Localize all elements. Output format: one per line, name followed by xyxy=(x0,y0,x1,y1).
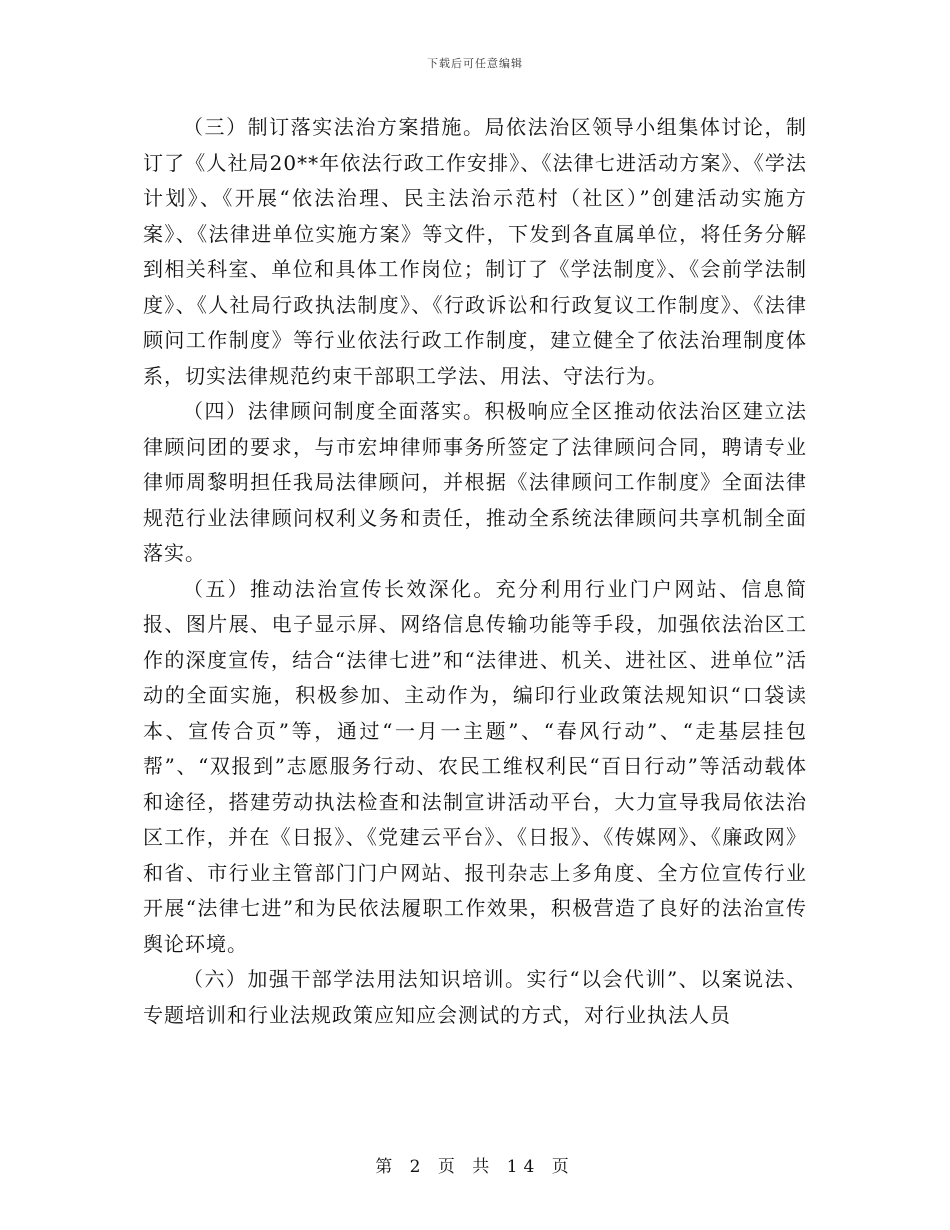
document-body xyxy=(143,110,807,1033)
paragraph-section-5: （五）推动法治宣传长效深化。充分利用行业门户网站、信息简报、图片展、电子显示屏、网络信息传输功能等手段，加强依法治区工作的深度宣传，结合“法律七进”和“法律进、机关、进社区、进单位”活动的全面实施，积极参加、主动作为，编印行业政策法规知识“口袋读本、宣传合页”等，通过“一月一主题”、“春风行动”、“走基层挂包帮”、“双报到”志愿服务行动、农民工维权利民“百日行动”等活动载体和途径，搭建劳动执法检查和法制宣讲活动平台，大力宣导我局依法治区工作，并在《日报》、《党建云平台》、《日报》、《传媒网》、《廉政网》和省、市行业主管部门门户网站、报刊杂志上多角度、全方位宣传行业开展“法律七进”和为民依法履职工作效果，积极营造了良好的法治宣传舆论环境。 xyxy=(143,576,807,956)
page-header-note: 下载后可任意编辑 xyxy=(427,57,523,70)
paragraph-section-6: （六）加强干部学法用法知识培训。实行“以会代训”、以案说法、专题培训和行业法规政策应知应会测试的方式，对行业执法人员 xyxy=(143,967,807,1027)
paragraph-section-3: （三）制订落实法治方案措施。局依法治区领导小组集体讨论，制订了《人社局20**年依法行政工作安排》、《法律七进活动方案》、《学法计划》、《开展“依法治理、民主法治示范村（社区）”创建活动实施方案》、《法律进单位实施方案》等文件，下发到各直属单位，将任务分解到相关科室、单位和具体工作岗位；制订了《学法制度》、《会前学法制度》、《人社局行政执法制度》、《行政诉讼和行政复议工作制度》、《法律顾问工作制度》等行业依法行政工作制度，建立健全了依法治理制度体系，切实法律规范约束干部职工学法、用法、守法行为。 xyxy=(143,115,807,388)
paragraph-section-4: （四）法律顾问制度全面落实。积极响应全区推动依法治区建立法律顾问团的要求，与市宏坤律师事务所签定了法律顾问合同，聘请专业律师周黎明担任我局法律顾问，并根据《法律顾问工作制度》全面法律规范行业法律顾问权利义务和责任，推动全系统法律顾问共享机制全面落实。 xyxy=(143,399,807,565)
page-number: 第 2 页 共 14 页 xyxy=(375,1157,575,1177)
